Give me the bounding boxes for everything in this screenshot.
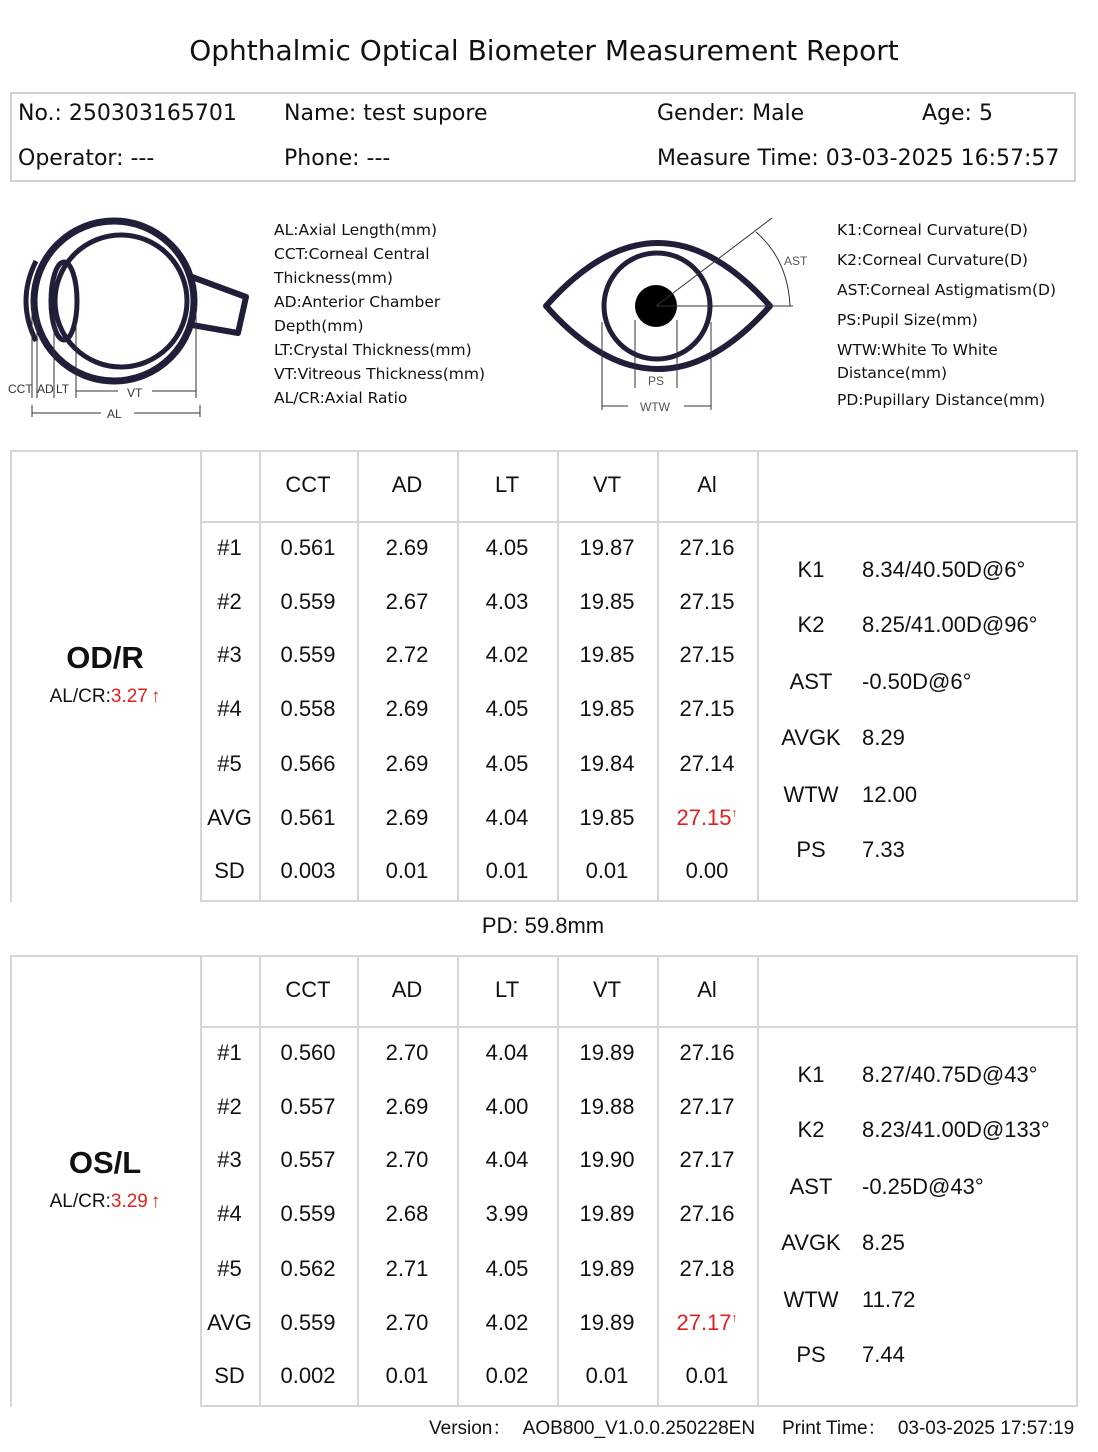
table-cell: 0.01 xyxy=(585,858,629,883)
patient-age: Age: 5 xyxy=(922,101,993,126)
table-cell: 0.562 xyxy=(280,1256,336,1281)
ast-label: AST xyxy=(784,254,808,268)
table-cell: 0.560 xyxy=(280,1040,336,1065)
row-label: #1 xyxy=(217,535,242,560)
legend-lt: LT:Crystal Thickness(mm) xyxy=(274,341,472,359)
operator: Operator: --- xyxy=(18,146,155,171)
table-cell: 27.18 xyxy=(679,1256,735,1281)
table-cell: 0.01 xyxy=(385,1363,429,1388)
table-cell: 0.01 xyxy=(585,1363,629,1388)
legend-left xyxy=(274,218,485,410)
legend-cct: CCT:Corneal Central xyxy=(274,245,430,263)
avg-al-value: 27.15 xyxy=(676,805,732,830)
legend-ps: PS:Pupil Size(mm) xyxy=(837,311,978,329)
legend-pd: PD:Pupillary Distance(mm) xyxy=(837,391,1046,409)
table-cell: 0.559 xyxy=(280,589,336,614)
legend-ad: AD:Anterior Chamber xyxy=(274,293,441,311)
column-header-ad: AD xyxy=(391,472,423,497)
grid-vline xyxy=(657,955,659,1407)
elevated-arrow-icon: ↑ xyxy=(150,1191,161,1212)
alcr-value: 3.29 xyxy=(110,1191,148,1212)
k-param-value: 8.29 xyxy=(862,725,905,750)
lt-label: LT xyxy=(56,382,70,396)
table-cell: 4.05 xyxy=(485,535,529,560)
legend-cct-cont: Thickness(mm) xyxy=(274,269,393,287)
print-time xyxy=(782,1413,1074,1440)
table-cell: 19.89 xyxy=(579,1256,635,1281)
legend-wtw: WTW:White To White xyxy=(837,341,998,359)
alcr-value: 3.27 xyxy=(110,686,148,707)
table-cell: 4.04 xyxy=(485,805,529,830)
table-cell: 4.02 xyxy=(485,1310,529,1335)
table-cell: 2.72 xyxy=(385,642,429,667)
measure-time: Measure Time: 03-03-2025 16:57:57 xyxy=(657,146,1060,171)
k-param-label: AST xyxy=(789,1174,833,1199)
alcr-ratio xyxy=(10,686,200,708)
row-label: #2 xyxy=(217,1094,242,1119)
version-value: AOB800_V1.0.0.250228EN xyxy=(522,1418,756,1439)
k-param-label: AVGK xyxy=(781,1230,841,1255)
table-cell: 2.69 xyxy=(385,535,429,560)
legend-alcr: AL/CR:Axial Ratio xyxy=(274,389,408,407)
legend-k1: K1:Corneal Curvature(D) xyxy=(837,221,1028,239)
cct-label: CCT xyxy=(8,382,33,396)
patient-name: Name: test supore xyxy=(284,101,488,126)
grid-vline xyxy=(1076,450,1078,902)
k-param-value: 7.33 xyxy=(862,837,905,862)
grid-vline xyxy=(200,955,202,1407)
version xyxy=(429,1413,755,1440)
row-label: #5 xyxy=(217,1256,242,1281)
table-cell: 2.71 xyxy=(385,1256,429,1281)
version-label: Version： xyxy=(429,1418,512,1439)
table-cell: 0.566 xyxy=(280,751,336,776)
column-header-vt: VT xyxy=(592,977,622,1002)
row-label: SD xyxy=(214,858,245,883)
k-param-value: 8.27/40.75D@43° xyxy=(862,1062,1038,1087)
k-param-label: K1 xyxy=(797,1062,825,1087)
table-cell: 0.561 xyxy=(280,805,336,830)
k-param-value: 8.23/41.00D@133° xyxy=(862,1117,1050,1142)
k-param-value: 12.00 xyxy=(862,782,918,807)
grid-vline xyxy=(757,450,759,902)
table-cell: 0.01 xyxy=(385,858,429,883)
table-cell: 0.557 xyxy=(280,1094,336,1119)
k-param-label: AST xyxy=(789,669,833,694)
table-cell: 27.17 xyxy=(679,1147,735,1172)
table-cell: 4.05 xyxy=(485,1256,529,1281)
column-header-lt: LT xyxy=(494,977,520,1002)
wtw-label: WTW xyxy=(640,400,670,414)
table-cell: 27.15 xyxy=(679,696,735,721)
grid-vline xyxy=(557,955,559,1407)
k-param-label: AVGK xyxy=(781,725,841,750)
elevated-arrow-icon: ↑ xyxy=(731,805,738,820)
table-cell: 2.68 xyxy=(385,1201,429,1226)
table-cell: 19.85 xyxy=(579,805,635,830)
table-cell: 19.87 xyxy=(579,535,635,560)
k-param-label: PS xyxy=(796,1342,826,1367)
legend-vt: VT:Vitreous Thickness(mm) xyxy=(274,365,486,383)
column-header-cct: CCT xyxy=(285,977,331,1002)
table-cell xyxy=(657,1310,757,1336)
avg-al-value: 27.17 xyxy=(676,1310,732,1335)
table-cell: 19.89 xyxy=(579,1040,635,1065)
row-label: #4 xyxy=(217,1201,242,1226)
eye-name: OD/R xyxy=(66,640,144,675)
grid-hline xyxy=(10,450,1078,452)
k-param-value: -0.50D@6° xyxy=(862,669,972,694)
table-cell: 2.69 xyxy=(385,805,429,830)
eye-front-diagram xyxy=(538,210,828,420)
legend-wtw-cont: Distance(mm) xyxy=(837,364,948,382)
table-cell: 0.559 xyxy=(280,1201,336,1226)
grid-vline xyxy=(1076,955,1078,1407)
table-cell: 0.557 xyxy=(280,1147,336,1172)
grid-vline xyxy=(10,450,12,902)
table-cell: 19.85 xyxy=(579,696,635,721)
vt-label: VT xyxy=(127,386,143,400)
k-param-label: K2 xyxy=(797,612,825,637)
grid-vline xyxy=(357,955,359,1407)
table-cell: 0.559 xyxy=(280,1310,336,1335)
table-cell: 4.00 xyxy=(485,1094,529,1119)
ad-label: AD xyxy=(37,382,54,396)
ps-label: PS xyxy=(648,374,665,388)
al-label: AL xyxy=(107,407,122,421)
table-cell: 27.16 xyxy=(679,1201,735,1226)
print-time-value: 03-03-2025 17:57:19 xyxy=(897,1418,1075,1439)
grid-hline xyxy=(200,1026,1078,1028)
k-param-value: 8.34/40.50D@6° xyxy=(862,557,1026,582)
grid-vline xyxy=(200,450,202,902)
k-param-value: 8.25 xyxy=(862,1230,905,1255)
table-cell: 27.16 xyxy=(679,1040,735,1065)
k-param-value: 7.44 xyxy=(862,1342,905,1367)
table-cell: 19.88 xyxy=(579,1094,635,1119)
column-header-al: Al xyxy=(697,472,717,497)
k-param-label: K2 xyxy=(797,1117,825,1142)
table-cell: 0.002 xyxy=(280,1363,336,1388)
table-cell: 3.99 xyxy=(485,1201,529,1226)
alcr-ratio xyxy=(10,1191,200,1213)
table-cell: 19.89 xyxy=(579,1310,635,1335)
table-cell: 27.17 xyxy=(679,1094,735,1119)
table-cell: 19.90 xyxy=(579,1147,635,1172)
table-cell: 0.01 xyxy=(685,1363,729,1388)
k-param-label: K1 xyxy=(797,557,825,582)
grid-hline xyxy=(200,1405,1078,1407)
grid-vline xyxy=(457,955,459,1407)
eye-cross-section-diagram xyxy=(6,205,256,425)
report-title: Ophthalmic Optical Biometer Measurement Report xyxy=(189,34,899,67)
legend-al: AL:Axial Length(mm) xyxy=(274,221,438,239)
table-cell: 4.02 xyxy=(485,642,529,667)
od-measurement-block xyxy=(0,450,1098,902)
legend-k2: K2:Corneal Curvature(D) xyxy=(837,251,1028,269)
table-cell: 4.05 xyxy=(485,696,529,721)
grid-hline xyxy=(10,955,1078,957)
table-cell: 2.70 xyxy=(385,1310,429,1335)
grid-vline xyxy=(657,450,659,902)
alcr-label: AL/CR: xyxy=(49,1191,111,1212)
table-cell: 2.69 xyxy=(385,1094,429,1119)
table-cell: 27.16 xyxy=(679,535,735,560)
row-label: AVG xyxy=(207,1310,252,1335)
table-cell: 0.561 xyxy=(280,535,336,560)
grid-hline xyxy=(200,521,1078,523)
row-label: #2 xyxy=(217,589,242,614)
k-param-label: WTW xyxy=(783,782,839,807)
print-time-label: Print Time： xyxy=(782,1418,887,1439)
table-cell: 2.69 xyxy=(385,751,429,776)
table-cell: 27.14 xyxy=(679,751,735,776)
alcr-label: AL/CR: xyxy=(49,686,111,707)
pupillary-distance: PD: 59.8mm xyxy=(481,913,605,938)
grid-hline xyxy=(200,900,1078,902)
table-cell: 0.003 xyxy=(280,858,336,883)
os-measurement-block xyxy=(0,955,1098,1407)
table-cell: 4.04 xyxy=(485,1147,529,1172)
k-param-value: 11.72 xyxy=(862,1287,916,1312)
eye-name: OS/L xyxy=(68,1145,142,1180)
table-cell: 27.15 xyxy=(679,642,735,667)
row-label: #5 xyxy=(217,751,242,776)
grid-vline xyxy=(757,955,759,1407)
column-header-lt: LT xyxy=(494,472,520,497)
table-cell xyxy=(657,805,757,831)
k-param-label: WTW xyxy=(783,1287,839,1312)
grid-vline xyxy=(357,450,359,902)
table-cell: 0.559 xyxy=(280,642,336,667)
row-label: SD xyxy=(214,1363,245,1388)
k-param-value: -0.25D@43° xyxy=(862,1174,984,1199)
table-cell: 2.69 xyxy=(385,696,429,721)
patient-number: No.: 250303165701 xyxy=(18,101,237,126)
table-cell: 19.85 xyxy=(579,589,635,614)
table-cell: 19.85 xyxy=(579,642,635,667)
elevated-arrow-icon: ↑ xyxy=(150,686,161,707)
column-header-vt: VT xyxy=(592,472,622,497)
column-header-ad: AD xyxy=(391,977,423,1002)
table-cell: 0.02 xyxy=(485,1363,529,1388)
row-label: #3 xyxy=(217,1147,242,1172)
table-cell: 4.05 xyxy=(485,751,529,776)
table-cell: 4.04 xyxy=(485,1040,529,1065)
row-label: AVG xyxy=(207,805,252,830)
legend-ast: AST:Corneal Astigmatism(D) xyxy=(837,281,1057,299)
column-header-al: Al xyxy=(697,977,717,1002)
table-cell: 0.558 xyxy=(280,696,336,721)
table-cell: 0.00 xyxy=(685,858,729,883)
grid-vline xyxy=(259,450,261,902)
legend-right xyxy=(837,215,1056,415)
table-cell: 2.70 xyxy=(385,1147,429,1172)
row-label: #3 xyxy=(217,642,242,667)
table-cell: 4.03 xyxy=(485,589,529,614)
phone: Phone: --- xyxy=(284,146,391,171)
table-cell: 0.01 xyxy=(485,858,529,883)
legend-ad-cont: Depth(mm) xyxy=(274,317,364,335)
grid-vline xyxy=(10,955,12,1407)
grid-vline xyxy=(457,450,459,902)
grid-vline xyxy=(557,450,559,902)
patient-gender: Gender: Male xyxy=(657,101,805,126)
table-cell: 19.84 xyxy=(579,751,635,776)
k-param-label: PS xyxy=(796,837,826,862)
grid-vline xyxy=(259,955,261,1407)
table-cell: 2.70 xyxy=(385,1040,429,1065)
k-param-value: 8.25/41.00D@96° xyxy=(862,612,1038,637)
elevated-arrow-icon: ↑ xyxy=(731,1310,738,1325)
row-label: #1 xyxy=(217,1040,242,1065)
table-cell: 27.15 xyxy=(679,589,735,614)
column-header-cct: CCT xyxy=(285,472,331,497)
table-cell: 19.89 xyxy=(579,1201,635,1226)
table-cell: 2.67 xyxy=(385,589,429,614)
row-label: #4 xyxy=(217,696,242,721)
